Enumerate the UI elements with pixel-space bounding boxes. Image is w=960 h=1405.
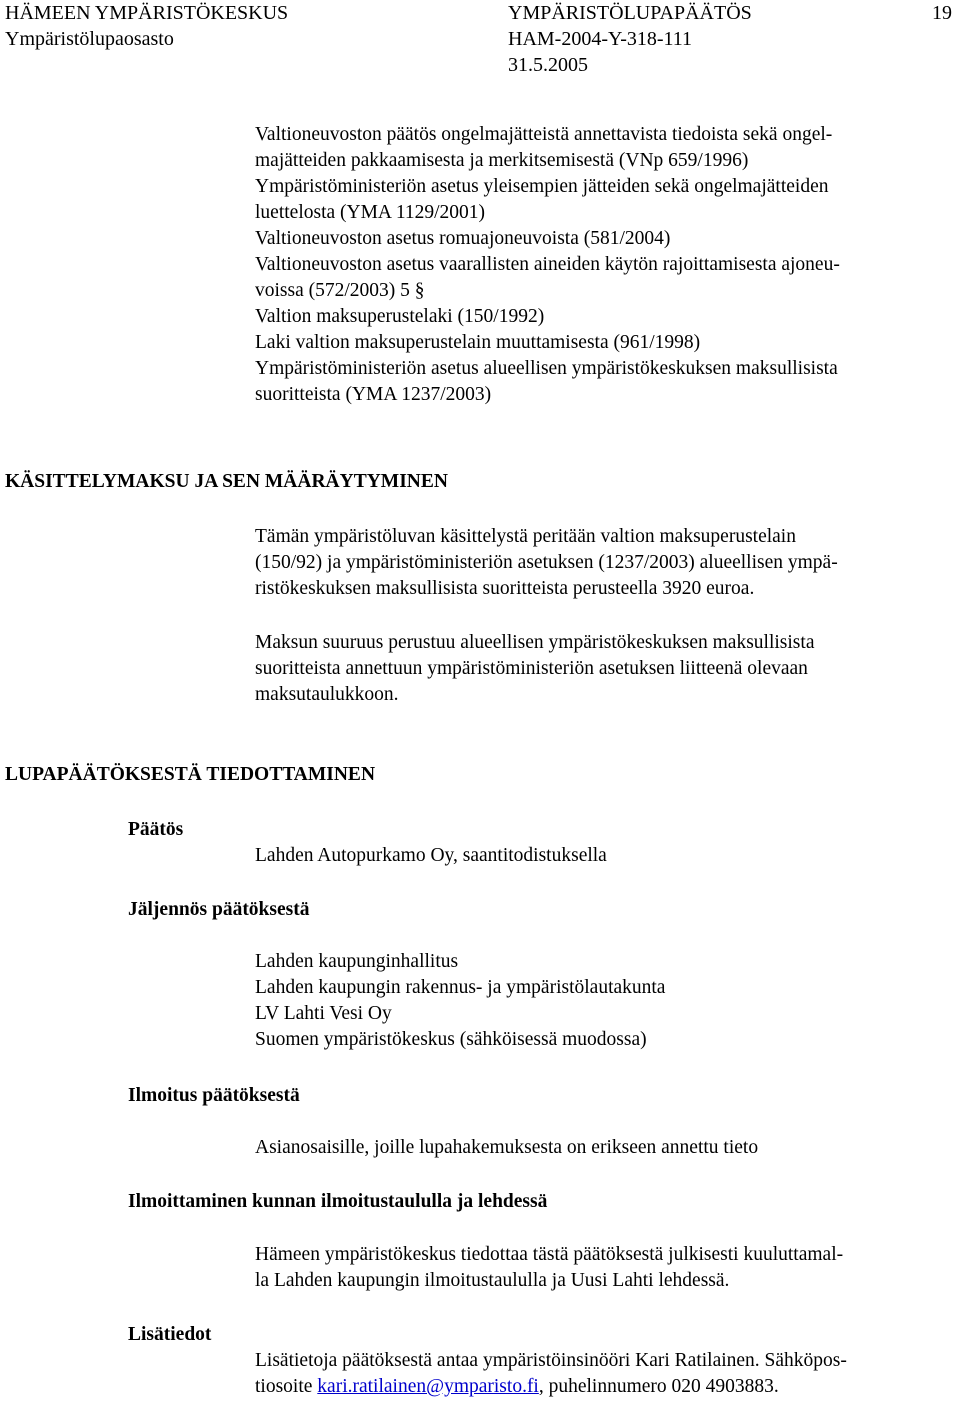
law-line: Ympäristöministeriön asetus yleisempien jätteiden sekä ongelmajätteiden — [255, 176, 829, 197]
notice-text — [255, 1135, 955, 1161]
header-org: HÄMEEN YMPÄRISTÖKESKUS — [5, 2, 289, 24]
info-text — [255, 1348, 955, 1400]
law-line: majätteiden pakkaamisesta ja merkitsemisestä (VNp 659/1996) — [255, 150, 749, 171]
header-dept: Ympäristölupaosasto — [5, 28, 174, 50]
decision-label: Päätös — [128, 819, 184, 840]
email-link[interactable]: kari.ratilainen@ymparisto.fi — [317, 1376, 539, 1397]
copy-recipients — [255, 949, 955, 1053]
paragraph-line: maksutaulukkoon. — [255, 684, 399, 705]
paragraph-line: Hämeen ympäristökeskus tiedottaa tästä päätöksestä julkisesti kuuluttamal- — [255, 1244, 844, 1265]
law-line: Laki valtion maksuperustelain muuttamisesta (961/1998) — [255, 332, 701, 353]
recipient-line: Suomen ympäristökeskus (sähköisessä muodossa) — [255, 1029, 647, 1050]
page-number: 19 — [932, 2, 952, 24]
law-line: Valtioneuvoston asetus vaarallisten aineiden käytön rajoittamisesta ajoneu- — [255, 254, 840, 275]
fee-paragraph-2 — [255, 630, 955, 708]
paragraph-line: ristökeskuksen maksullisista suoritteista perusteella 3920 euroa. — [255, 578, 755, 599]
notice-label: Ilmoitus päätöksestä — [128, 1085, 300, 1106]
contact-prefix: tiosoite — [255, 1376, 318, 1397]
law-line: Valtioneuvoston päätös ongelmajätteistä annettavista tiedoista sekä ongel- — [255, 124, 833, 145]
notice-line: Asianosaisille, joille lupahakemuksesta on erikseen annettu tieto — [255, 1137, 759, 1158]
contact-line — [255, 1374, 955, 1400]
header-doc-type: YMPÄRISTÖLUPAPÄÄTÖS — [508, 2, 752, 24]
paragraph-line: Lisätietoja päätöksestä antaa ympäristöinsinööri Kari Ratilainen. Sähköpos- — [255, 1350, 847, 1371]
law-list — [255, 122, 955, 408]
law-line: Ympäristöministeriön asetus alueellisen ympäristökeskuksen maksullisista — [255, 358, 838, 379]
recipient-line: Lahden kaupunginhallitus — [255, 951, 459, 972]
notify-section-heading: LUPAPÄÄTÖKSESTÄ TIEDOTTAMINEN — [5, 764, 376, 785]
law-line: suoritteista (YMA 1237/2003) — [255, 384, 492, 405]
paragraph-line: la Lahden kaupungin ilmoitustaululla ja Uusi Lahti lehdessä. — [255, 1270, 730, 1291]
law-line: voissa (572/2003) 5 § — [255, 280, 425, 301]
fee-section-heading: KÄSITTELYMAKSU JA SEN MÄÄRÄYTYMINEN — [5, 471, 448, 492]
paragraph-line: suoritteista annettuun ympäristöministeriön asetuksen liitteenä olevaan — [255, 658, 808, 679]
law-line: luettelosta (YMA 1129/2001) — [255, 202, 486, 223]
paragraph-line: Maksun suuruus perustuu alueellisen ympäristökeskuksen maksullisista — [255, 632, 815, 653]
paragraph-line: Tämän ympäristöluvan käsittelystä peritään valtion maksuperustelain — [255, 526, 796, 547]
header-date: 31.5.2005 — [508, 54, 588, 76]
recipient-line: Lahden kaupungin rakennus- ja ympäristölautakunta — [255, 977, 666, 998]
public-notice-text — [255, 1242, 955, 1294]
fee-paragraph-1 — [255, 524, 955, 602]
law-line: Valtioneuvoston asetus romuajoneuvoista (581/2004) — [255, 228, 671, 249]
recipient-line: LV Lahti Vesi Oy — [255, 1003, 392, 1024]
contact-suffix: , puhelinnumero 020 4903883. — [538, 1376, 779, 1397]
paragraph-line: (150/92) ja ympäristöministeriön asetuksen (1237/2003) alueellisen ympä- — [255, 552, 838, 573]
decision-text — [255, 843, 955, 869]
header-doc-number: HAM-2004-Y-318-111 — [508, 28, 693, 50]
law-line: Valtion maksuperustelaki (150/1992) — [255, 306, 545, 327]
info-label: Lisätiedot — [128, 1324, 212, 1345]
public-notice-label: Ilmoittaminen kunnan ilmoitustaululla ja lehdessä — [128, 1191, 548, 1212]
copy-label: Jäljennös päätöksestä — [128, 899, 310, 920]
decision-recipient: Lahden Autopurkamo Oy, saantitodistuksella — [255, 845, 607, 866]
